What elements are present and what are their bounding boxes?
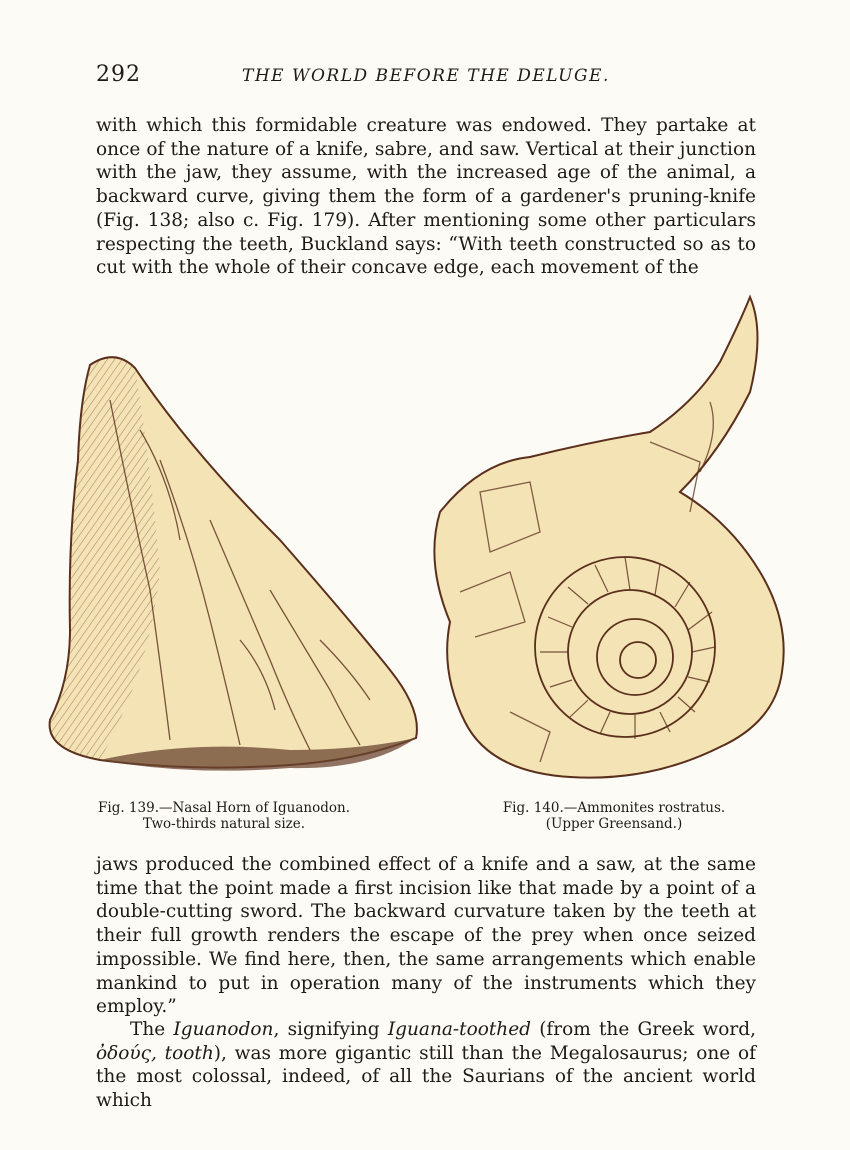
nasal-horn-illustration <box>40 340 422 780</box>
paragraph-top: with which this formidable creature was endowed. They partake at once of the nature of a knife, sabre, and saw. Vertical at their junction with the jaw, they assume, with the increased age of the animal, a backward curve, giving them the form of a gardener's pruning-knife (Fig. 138; also c. Fig. 179). After mentioning some other particulars respecting the teeth, Buckland says: “With teeth constructed so as to cut with the whole of their concave edge, each movement of the <box>96 115 756 279</box>
ammonite-illustration <box>420 292 792 792</box>
greek-word: ὀδούς, tooth <box>96 1042 214 1064</box>
paragraph-iguanodon <box>96 1018 756 1113</box>
running-title: THE WORLD BEFORE THE DELUGE. <box>242 66 610 86</box>
paragraph-iguanodon-text-3: (from the Greek word, <box>530 1019 756 1040</box>
figure-139-caption-line2: Two-thirds natural size. <box>142 816 306 832</box>
paragraph-iguanodon-text-2: , signifying <box>273 1019 388 1040</box>
figure-139-caption <box>76 800 372 832</box>
paragraph-iguanodon-text-1: The <box>130 1019 174 1040</box>
paragraph-bottom: jaws produced the combined effect of a knife and a saw, at the same time that the point made a first incision like that made by a point of a double-cutting sword. The backward curvature taken by the teeth at their full growth renders the escape of the prey when once seized impossible. We find here, then, the same arrangements which enable mankind to put in operation many of the instruments which they employ.” <box>96 854 756 1018</box>
figure-140-caption-line1: Fig. 140.—Ammonites rostratus. <box>502 800 726 816</box>
iguana-toothed-term: Iguana-toothed <box>387 1019 531 1040</box>
figure-140-caption <box>484 800 744 832</box>
paragraph-iguanodon-text-4: ), was more gigantic still than the Megalosaurus; one of the most colossal, indeed, of all the Saurians of the ancient world which <box>96 1042 757 1112</box>
figure-140-caption-line2: (Upper Greensand.) <box>545 816 683 832</box>
figure-139-caption-line1: Fig. 139.—Nasal Horn of Iguanodon. <box>98 800 350 816</box>
page-number: 292 <box>96 62 141 87</box>
iguanodon-term: Iguanodon <box>173 1019 274 1040</box>
